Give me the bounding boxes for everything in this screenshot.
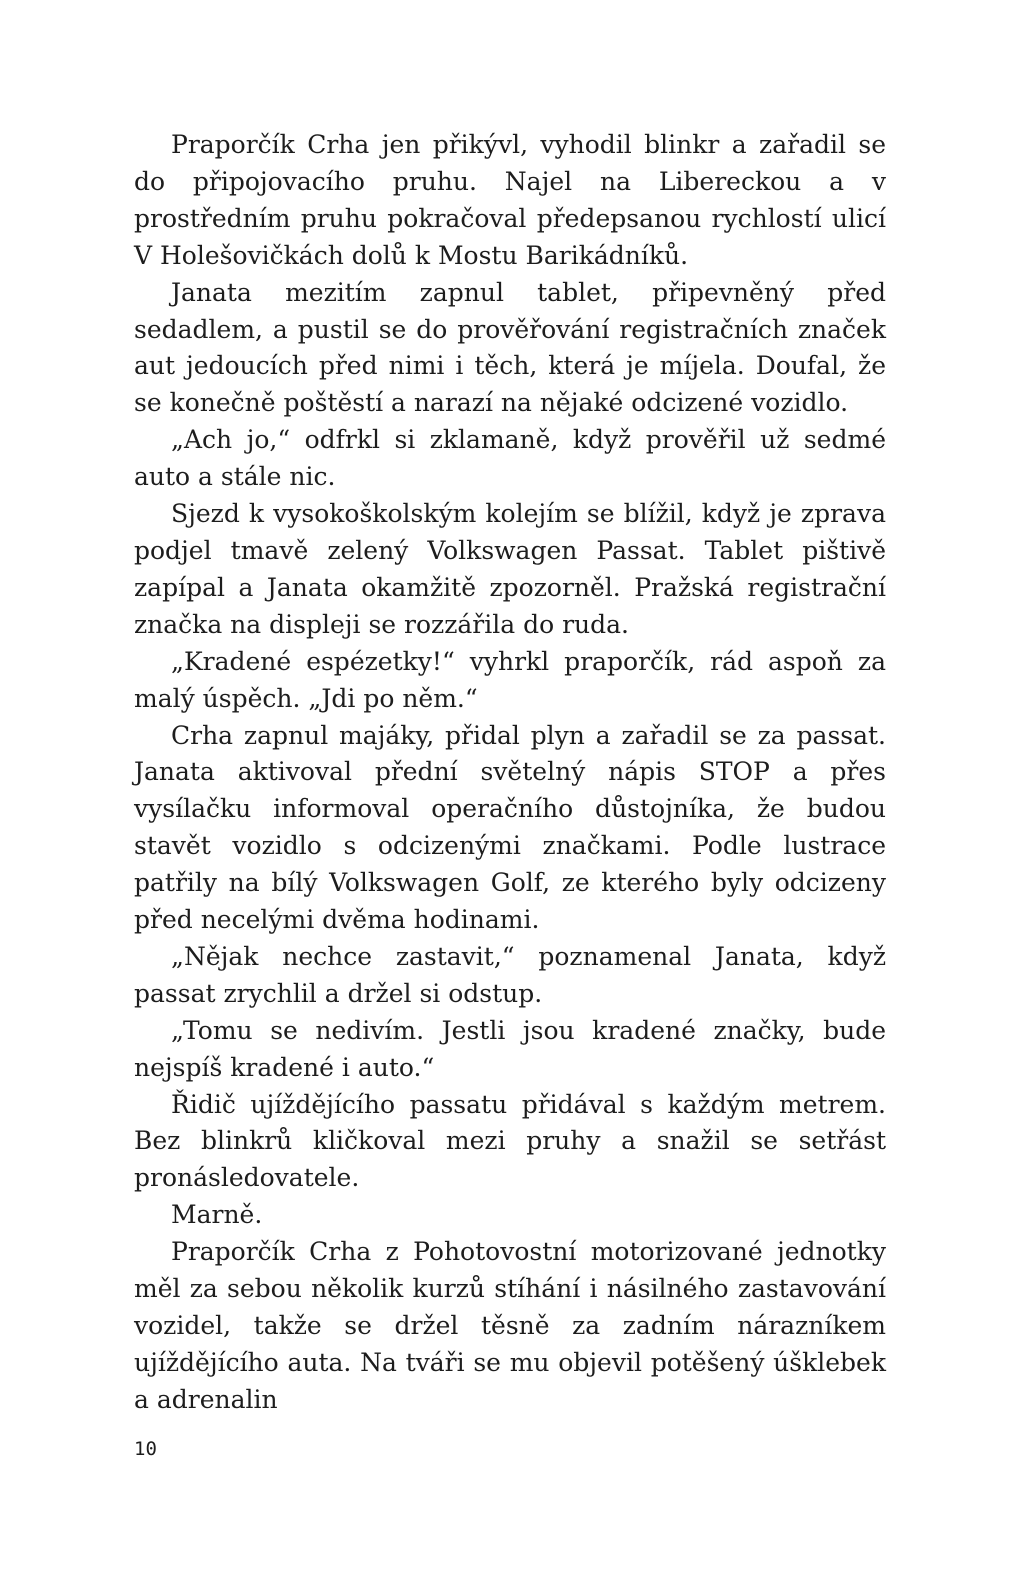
paragraph-7: „Nějak nechce zastavit,“ poznamenal Janata, když passat zrychlil a držel si odstup. <box>134 941 886 1008</box>
paragraph-4: Sjezd k vysokoškolským kolejím se blížil, když je zprava podjel tmavě zelený Volkswagen Passat. Tablet pištivě zapípal a Janata okamžitě zpozorněl. Pražská registrační značka na displeji se rozzářila do ruda. <box>134 499 886 639</box>
paragraph-8: „Tomu se nedivím. Jestli jsou kradené značky, bude nejspíš kradené i auto.“ <box>134 1015 886 1082</box>
page-number: 10 <box>134 1438 157 1460</box>
paragraph-1: Praporčík Crha jen přikývl, vyhodil blinkr a zařadil se do připojovacího pruhu. Najel na Libereckou a v prostředním pruhu pokračoval předepsanou rychlostí ulicí V Holešovičkách dolů k Mostu Barikádníků. <box>134 130 886 270</box>
paragraph-10: Marně. <box>171 1200 263 1230</box>
page-body <box>134 127 886 1419</box>
paragraph-5: „Kradené espézetky!“ vyhrkl praporčík, rád aspoň za malý úspěch. „Jdi po něm.“ <box>134 646 886 713</box>
paragraph-2: Janata mezitím zapnul tablet, připevněný před sedadlem, a pustil se do prověřování registračních značek aut jedoucích před nimi i těch, která je míjela. Doufal, že se konečně poštěstí a narazí na nějaké odcizené vozidlo. <box>134 277 886 418</box>
paragraph-6: Crha zapnul majáky, přidal plyn a zařadil se za passat. Janata aktivoval přední světelný nápis STOP a přes vysílačku informoval operačního důstojníka, že budou stavět vozidlo s odcizenými značkami. Podle lustrace patřily na bílý Volkswagen Golf, ze kterého byly odcizeny před necelými dvěma hodinami. <box>134 720 886 935</box>
paragraph-3: „Ach jo,“ odfrkl si zklamaně, když prověřil už sedmé auto a stále nic. <box>134 425 886 492</box>
paragraph-11: Praporčík Crha z Pohotovostní motorizované jednotky měl za sebou několik kurzů stíhání i násilného zastavování vozidel, takže se držel těsně za zadním nárazníkem ujíždějícího auta. Na tváři se mu objevil potěšený úšklebek a adrenalin <box>134 1237 886 1414</box>
paragraph-9: Řidič ujíždějícího passatu přidával s každým metrem. Bez blinkrů kličkoval mezi pruhy a snažil se setřást pronásledovatele. <box>134 1089 886 1193</box>
